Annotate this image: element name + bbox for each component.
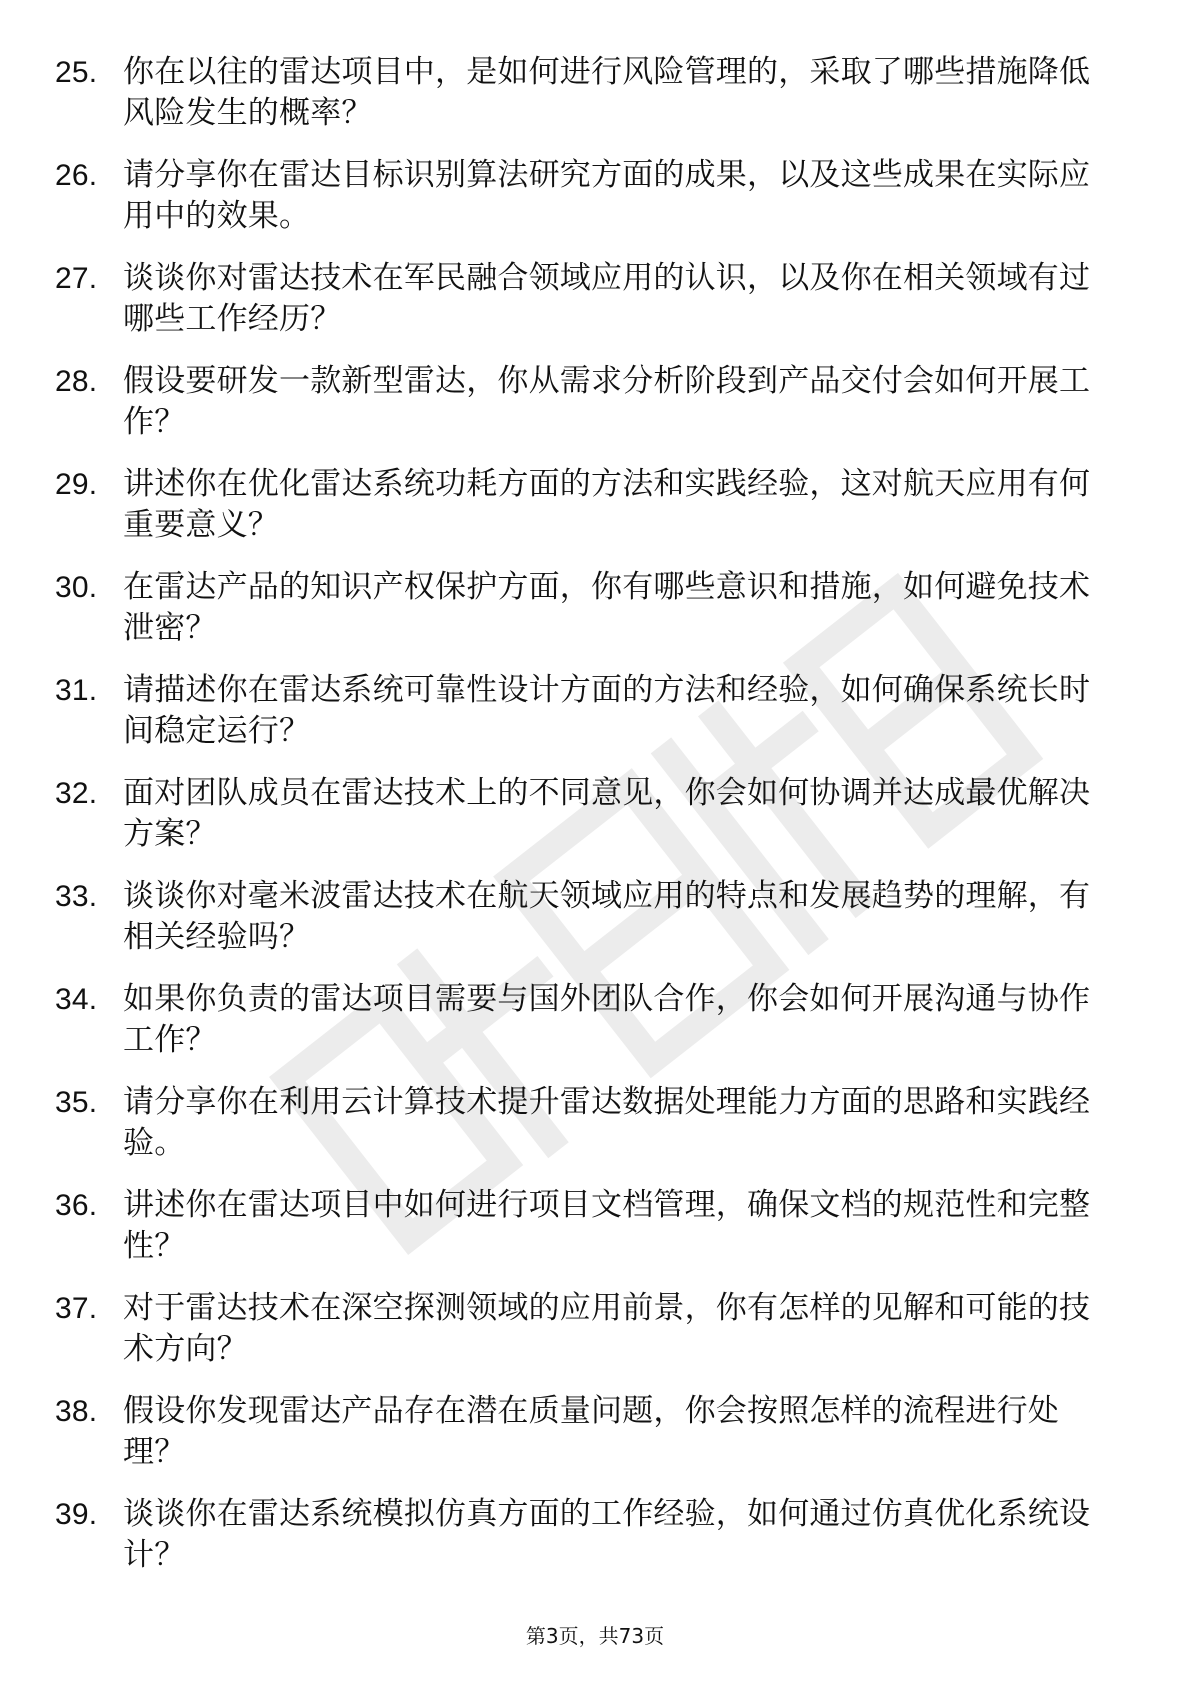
question-item — [55, 1391, 1115, 1473]
question-text: 对于雷达技术在深空探测领域的应用前景，你有怎样的见解和可能的技术方向？ — [123, 1290, 1091, 1367]
question-item — [55, 361, 1115, 443]
question-text: 谈谈你对雷达技术在军民融合领域应用的认识，以及你在相关领域有过哪些工作经历？ — [123, 260, 1091, 337]
question-item — [55, 464, 1115, 546]
question-number: 38. — [55, 1395, 98, 1428]
question-number: 31. — [55, 674, 98, 707]
question-text: 假设你发现雷达产品存在潜在质量问题，你会按照怎样的流程进行处理？ — [123, 1393, 1059, 1470]
question-number: 32. — [55, 777, 98, 810]
question-item — [55, 1082, 1115, 1164]
question-text: 请分享你在利用云计算技术提升雷达数据处理能力方面的思路和实践经验。 — [123, 1084, 1091, 1161]
page-footer — [0, 1620, 1190, 1649]
question-number: 36. — [55, 1189, 98, 1222]
question-number: 37. — [55, 1292, 98, 1325]
question-number: 39. — [55, 1498, 98, 1531]
question-item — [55, 1494, 1115, 1576]
question-number: 26. — [55, 159, 98, 192]
question-item — [55, 876, 1115, 958]
question-text: 如果你负责的雷达项目需要与国外团队合作，你会如何开展沟通与协作工作？ — [123, 981, 1091, 1058]
question-item — [55, 258, 1115, 340]
question-item — [55, 567, 1115, 649]
question-number: 34. — [55, 983, 98, 1016]
question-item — [55, 52, 1115, 134]
question-text: 讲述你在优化雷达系统功耗方面的方法和实践经验，这对航天应用有何重要意义？ — [123, 466, 1091, 543]
question-number: 27. — [55, 262, 98, 295]
question-item — [55, 670, 1115, 752]
question-text: 你在以往的雷达项目中，是如何进行风险管理的，采取了哪些措施降低风险发生的概率？ — [123, 54, 1091, 131]
question-item — [55, 773, 1115, 855]
question-text: 假设要研发一款新型雷达，你从需求分析阶段到产品交付会如何开展工作？ — [123, 363, 1091, 440]
question-text: 面对团队成员在雷达技术上的不同意见，你会如何协调并达成最优解决方案？ — [123, 775, 1091, 852]
question-text: 在雷达产品的知识产权保护方面，你有哪些意识和措施，如何避免技术泄密？ — [123, 569, 1091, 646]
question-item — [55, 1185, 1115, 1267]
question-item — [55, 155, 1115, 237]
question-text: 讲述你在雷达项目中如何进行项目文档管理，确保文档的规范性和完整性？ — [123, 1187, 1091, 1264]
question-text: 谈谈你对毫米波雷达技术在航天领域应用的特点和发展趋势的理解，有相关经验吗？ — [123, 878, 1091, 955]
question-item — [55, 979, 1115, 1061]
question-list — [55, 52, 1115, 1597]
question-item — [55, 1288, 1115, 1370]
question-text: 谈谈你在雷达系统模拟仿真方面的工作经验，如何通过仿真优化系统设计？ — [123, 1496, 1091, 1573]
question-text: 请分享你在雷达目标识别算法研究方面的成果，以及这些成果在实际应用中的效果。 — [123, 157, 1091, 234]
question-number: 33. — [55, 880, 98, 913]
question-number: 28. — [55, 365, 98, 398]
question-text: 请描述你在雷达系统可靠性设计方面的方法和经验，如何确保系统长时间稳定运行？ — [123, 672, 1091, 749]
question-number: 25. — [55, 56, 98, 89]
question-number: 30. — [55, 571, 98, 604]
question-number: 35. — [55, 1086, 98, 1119]
page-number-label: 第3页，共73页 — [525, 1624, 665, 1648]
question-number: 29. — [55, 468, 98, 501]
